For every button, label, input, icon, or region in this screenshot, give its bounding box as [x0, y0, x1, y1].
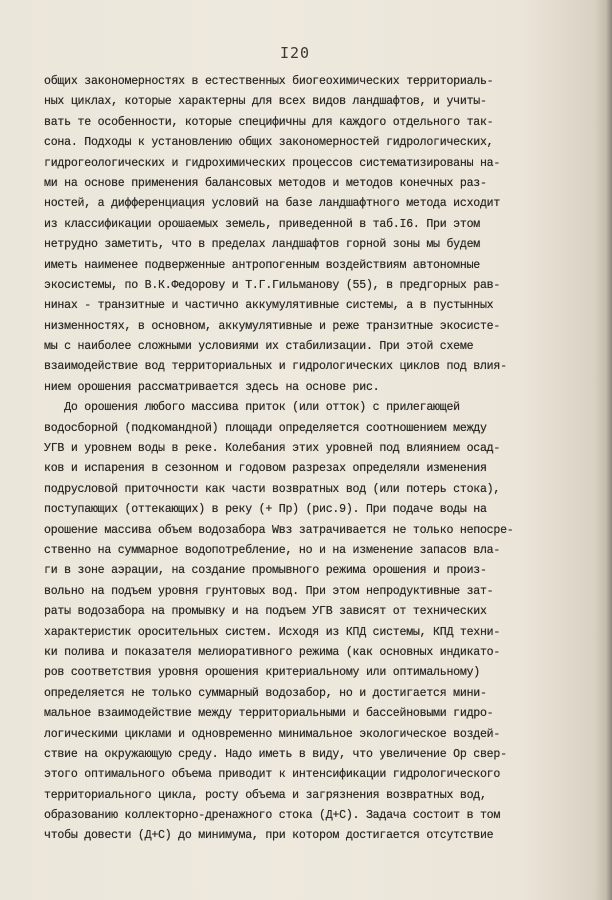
text-line: ми на основе применения балансовых методов и методов конечных раз- — [44, 176, 487, 190]
text-line: из классификации орошаемых земель, приведенной в таб.I6. При этом — [44, 217, 480, 231]
text-line: низменностях, в основном, аккумулятивные и реже транзитные экосисте- — [44, 319, 501, 333]
text-line: общих закономерностях в естественных биогеохимических территориаль- — [44, 75, 494, 88]
text-line: гидрогеологических и гидрохимических процессов систематизированы на- — [44, 156, 501, 170]
text-line: экосистемы, по В.К.Федорову и Т.Г.Гильманову (55), в предгорных рав- — [44, 278, 501, 292]
page-number: I20 — [280, 44, 311, 62]
text-line: ных циклах, которые характерны для всех видов ландшафтов, и учиты- — [44, 95, 487, 109]
text-line: орошение массива объем водозабора Wвз затрачивается не только непосре- — [44, 523, 514, 537]
text-line: поступающих (оттекающих) в реку (+ Пр) (рис.9). При подаче воды на — [44, 503, 487, 517]
text-line: вольно на подъем уровня грунтовых вод. При этом непродуктивные зат- — [44, 584, 494, 598]
text-line: водосборной (подкомандной) площади определяется соотношением между — [44, 421, 487, 435]
text-line: вать те особенности, которые специфичны для каждого отдельного так- — [44, 115, 494, 129]
text-line: нетрудно заметить, что в пределах ландшафтов горной зоны мы будем — [44, 238, 480, 252]
text-line: образованию коллекторно-дренажного стока (Д+С). Задача состоит в том — [44, 809, 501, 823]
text-line: ствие на окружающую среду. Надо иметь в виду, что увеличение Ор свер- — [44, 747, 507, 761]
text-line: нием орошения рассматривается здесь на основе рис. — [44, 380, 380, 394]
page-edge-shadow — [606, 0, 612, 900]
text-line: ков и испарения в сезонном и годовом разрезах определяли изменения — [44, 462, 487, 476]
text-line: УГВ и уровнем воды в реке. Колебания этих уровней под влиянием осад- — [44, 442, 501, 456]
text-line: определяется не только суммарный водозабор, но и достигается мини- — [44, 686, 487, 700]
text-line: территориального цикла, росту объема и загрязнения возвратных вод, — [44, 788, 487, 802]
text-line: ностей, а дифференциация условий на базе ландшафтного метода исходит — [44, 197, 501, 211]
text-line: раты водозабора на промывку и на подъем УГВ зависят от технических — [44, 605, 487, 619]
text-line: чтобы довести (Д+С) до минимума, при котором достигается отсутствие — [44, 829, 494, 843]
body-text — [44, 72, 610, 847]
text-line: ственно на суммарное водопотребление, но и на изменение запасов вла- — [44, 543, 501, 557]
text-line: взаимодействие вод территориальных и гидрологических циклов под влия- — [44, 360, 507, 374]
text-line: мальное взаимодействие между территориальными и бассейновыми гидро- — [44, 707, 494, 721]
text-line: иметь наименее подверженные антропогенным воздействиям автономные — [44, 258, 480, 272]
text-line: ров соответствия уровня орошения критериальному или оптимальному) — [44, 666, 480, 680]
text-line: этого оптимального объема приводит к интенсификации гидрологического — [44, 768, 501, 782]
text-line: характеристик оросительных систем. Исходя из КПД системы, КПД техни- — [44, 625, 501, 639]
text-line: подрусловой приточности как части возвратных вод (или потерь стока), — [44, 482, 501, 496]
text-line: До орошения любого массива приток (или отток) с прилегающей — [44, 401, 460, 415]
text-line: логическими циклами и одновременно минимальное экологическое воздей- — [44, 727, 501, 741]
text-line: ги в зоне аэрации, на создание промывного режима орошения и произ- — [44, 564, 487, 578]
text-line: сона. Подходы к установлению общих закономерностей гидрологических, — [44, 136, 494, 150]
text-line: нинах - транзитные и частично аккумулятивные системы, а в пустынных — [44, 299, 494, 313]
text-line: ки полива и показателя мелиоративного режима (как основных индикато- — [44, 645, 501, 659]
text-line: мы с наиболее сложными условиями их стабилизации. При этой схеме — [44, 340, 474, 354]
